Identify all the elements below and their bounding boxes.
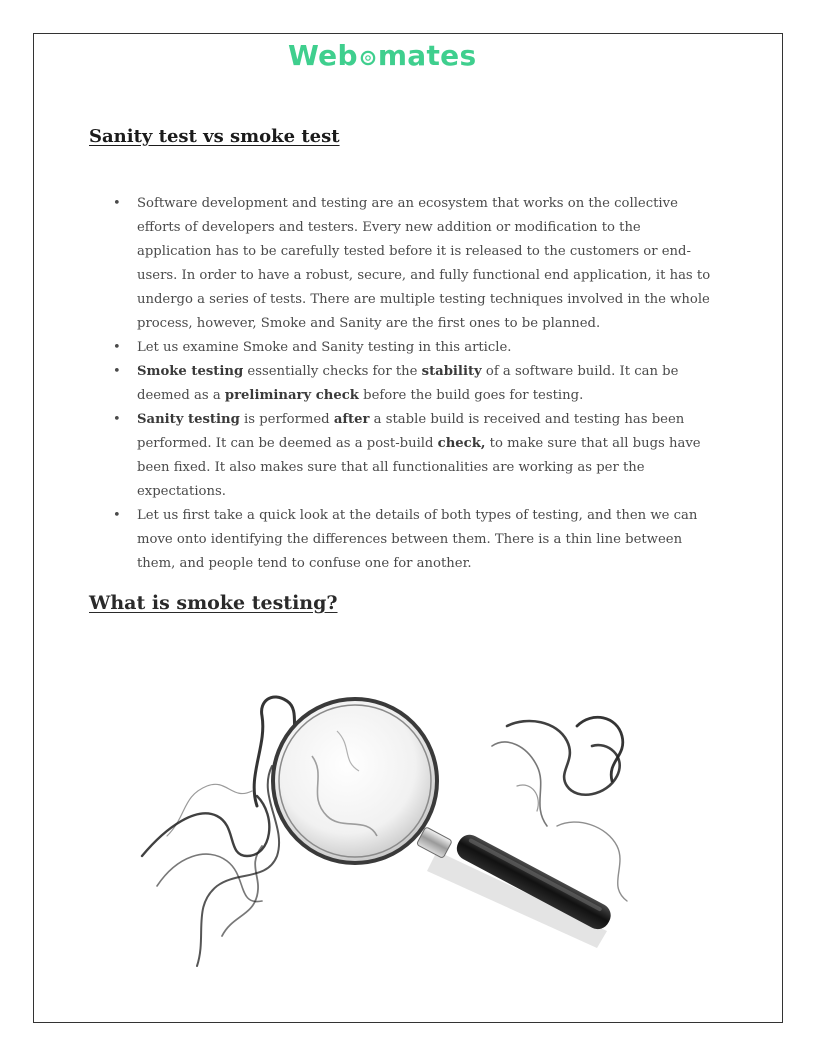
body-text: to make sure that all bugs have been fixed. It also makes sure that all functionalities are working as per the expectations.	[137, 436, 701, 499]
logo-text-suffix: mates	[377, 38, 477, 72]
body-text: Let us first take a quick look at the details of both types of testing, and then we can move onto identifying the differences between them. There is a thin line between them, and people tend to confuse one for another.	[137, 508, 698, 571]
bullet-list	[113, 192, 713, 576]
magnifying-glass-smoke-illustration	[137, 686, 637, 976]
body-text: is performed	[239, 412, 334, 427]
bullet-item	[113, 408, 713, 504]
magnifying-glass-lens	[273, 699, 437, 863]
bullet-item	[113, 192, 713, 336]
bullet-item	[113, 504, 713, 576]
body-text: a stable build is received and testing has been performed. It can be deemed as a post-build	[137, 412, 685, 451]
logo-ring-icon	[360, 50, 376, 66]
bullet-item	[113, 336, 713, 360]
logo-text-prefix: Web	[288, 38, 358, 72]
bold-text: Sanity testing	[137, 412, 240, 427]
bold-text: preliminary check	[224, 388, 359, 403]
body-text: Let us examine Smoke and Sanity testing in this article.	[137, 340, 512, 355]
body-text: essentially checks for the	[243, 364, 422, 379]
subsection-title: What is smoke testing?	[89, 592, 338, 614]
bullet-item	[113, 360, 713, 408]
webomates-logo	[288, 38, 476, 72]
bold-text: Smoke testing	[137, 364, 244, 379]
body-text: of a software build. It can be deemed as a	[137, 364, 679, 403]
section-title: Sanity test vs smoke test	[89, 126, 340, 147]
body-text: before the build goes for testing.	[358, 388, 584, 403]
bold-text: after	[333, 412, 370, 427]
body-text: Software development and testing are an ecosystem that works on the collective efforts of developers and testers. Every new addition or modification to the application has to be carefully tested before it is released to the customers or end-users. In order to have a robust, secure, and fully functional end application, it has to undergo a series of tests. There are multiple testing techniques involved in the whole process, however, Smoke and Sanity are the first ones to be planned.	[137, 196, 711, 331]
bold-text: stability	[421, 364, 482, 379]
bold-text: check,	[437, 436, 486, 451]
smoke-wisps-left	[142, 697, 307, 966]
